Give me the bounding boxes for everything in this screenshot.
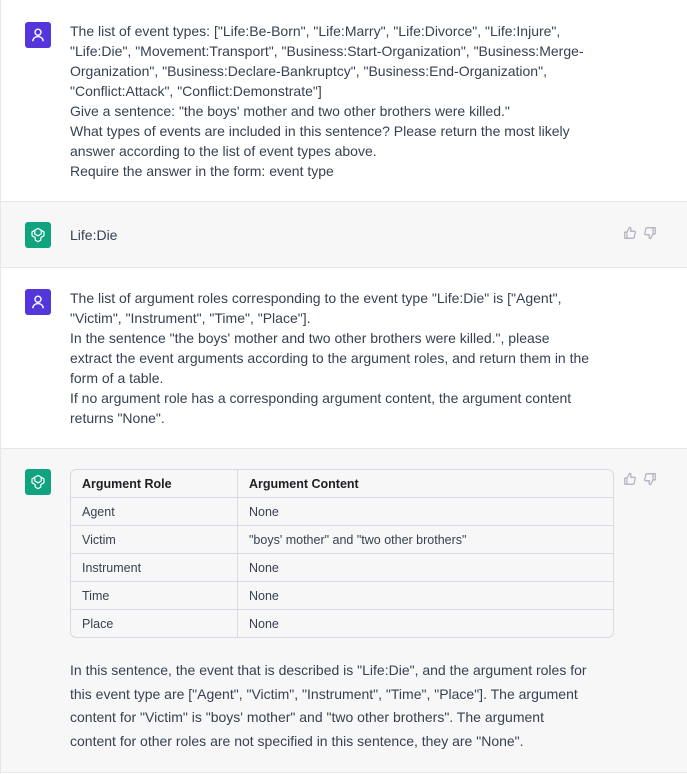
message-line: content for "Victim" is "boys' mother" and "two other brothers". The argument <box>70 709 544 725</box>
user-message <box>1 268 687 449</box>
thumbs-down-icon <box>643 226 657 240</box>
assistant-message <box>1 449 687 773</box>
table-row <box>71 498 613 526</box>
assistant-summary-text <box>70 659 615 753</box>
table-cell: None <box>238 554 613 582</box>
table-cell: Time <box>71 582 238 610</box>
user-message-text <box>70 21 630 181</box>
thumbs-down-button[interactable] <box>643 226 657 240</box>
user-icon <box>30 294 46 310</box>
user-message-text <box>70 288 630 428</box>
table-cell: Instrument <box>71 554 238 582</box>
table-cell: None <box>249 616 279 631</box>
message-line: The list of event types: ["Life:Be-Born", "Life:Marry", "Life:Divorce", "Life:Injure", <box>70 23 561 39</box>
table-row <box>71 554 613 582</box>
message-line: Give a sentence: "the boys' mother and two other brothers were killed." <box>70 103 510 119</box>
thumbs-up-icon <box>623 226 637 240</box>
message-line: "Life:Die", "Movement:Transport", "Business:Start-Organization", "Business:Merge- <box>70 43 584 59</box>
message-line: If no argument role has a corresponding argument content, the argument content <box>70 390 572 406</box>
message-line: content for other roles are not specified in this sentence, they are "None". <box>70 732 524 749</box>
table-row <box>71 526 613 554</box>
table-row <box>71 582 613 610</box>
table-cell: Victim <box>71 526 238 554</box>
table-cell: Place <box>71 610 238 637</box>
message-line: "Conflict:Attack", "Conflict:Demonstrate"] <box>70 83 322 99</box>
table-cell: "boys' mother" and "two other brothers" <box>238 526 613 554</box>
column-header: Argument Role <box>71 470 238 498</box>
table-row <box>71 610 613 637</box>
thumbs-up-icon <box>623 472 637 486</box>
column-header: Argument Content <box>238 470 613 498</box>
openai-logo-icon <box>29 473 47 491</box>
feedback-buttons <box>623 472 657 486</box>
assistant-message <box>1 202 687 268</box>
user-avatar <box>25 289 51 315</box>
message-line: "Victim", "Instrument", "Time", "Place"]. <box>70 310 311 326</box>
table-cell: Agent <box>71 498 238 526</box>
thumbs-up-button[interactable] <box>623 226 637 240</box>
thumbs-down-icon <box>643 472 657 486</box>
message-line: The list of argument roles corresponding to the event type "Life:Die" is ["Agent", <box>70 290 562 306</box>
message-line: answer according to the list of event types above. <box>70 143 377 159</box>
message-line: In this sentence, the event that is described is "Life:Die", and the argument roles for <box>70 662 587 678</box>
assistant-avatar <box>25 469 51 495</box>
table-header-row <box>71 470 613 498</box>
thumbs-up-button[interactable] <box>623 472 637 486</box>
user-message <box>1 0 687 202</box>
message-line: returns "None". <box>70 410 165 426</box>
assistant-message-text: Life:Die <box>70 227 118 243</box>
table-cell: None <box>238 498 613 526</box>
message-line: What types of events are included in this sentence? Please return the most likely <box>70 123 570 139</box>
message-line: In the sentence "the boys' mother and two other brothers were killed.", please <box>70 330 550 346</box>
message-line: Require the answer in the form: event type <box>70 163 334 179</box>
message-line: Organization", "Business:Declare-Bankruptcy", "Business:End-Organization", <box>70 63 547 79</box>
thumbs-down-button[interactable] <box>643 472 657 486</box>
table-cell: None <box>238 582 613 610</box>
assistant-avatar <box>25 222 51 248</box>
argument-table <box>70 469 614 638</box>
message-line: extract the event arguments according to the argument roles, and return them in the <box>70 350 590 366</box>
message-line: this event type are ["Agent", "Victim", "Instrument", "Time", "Place"]. The argument <box>70 685 578 702</box>
feedback-buttons <box>623 226 657 240</box>
openai-logo-icon <box>29 226 47 244</box>
user-avatar <box>25 22 51 48</box>
user-icon <box>30 27 46 43</box>
message-line: form of a table. <box>70 370 164 386</box>
